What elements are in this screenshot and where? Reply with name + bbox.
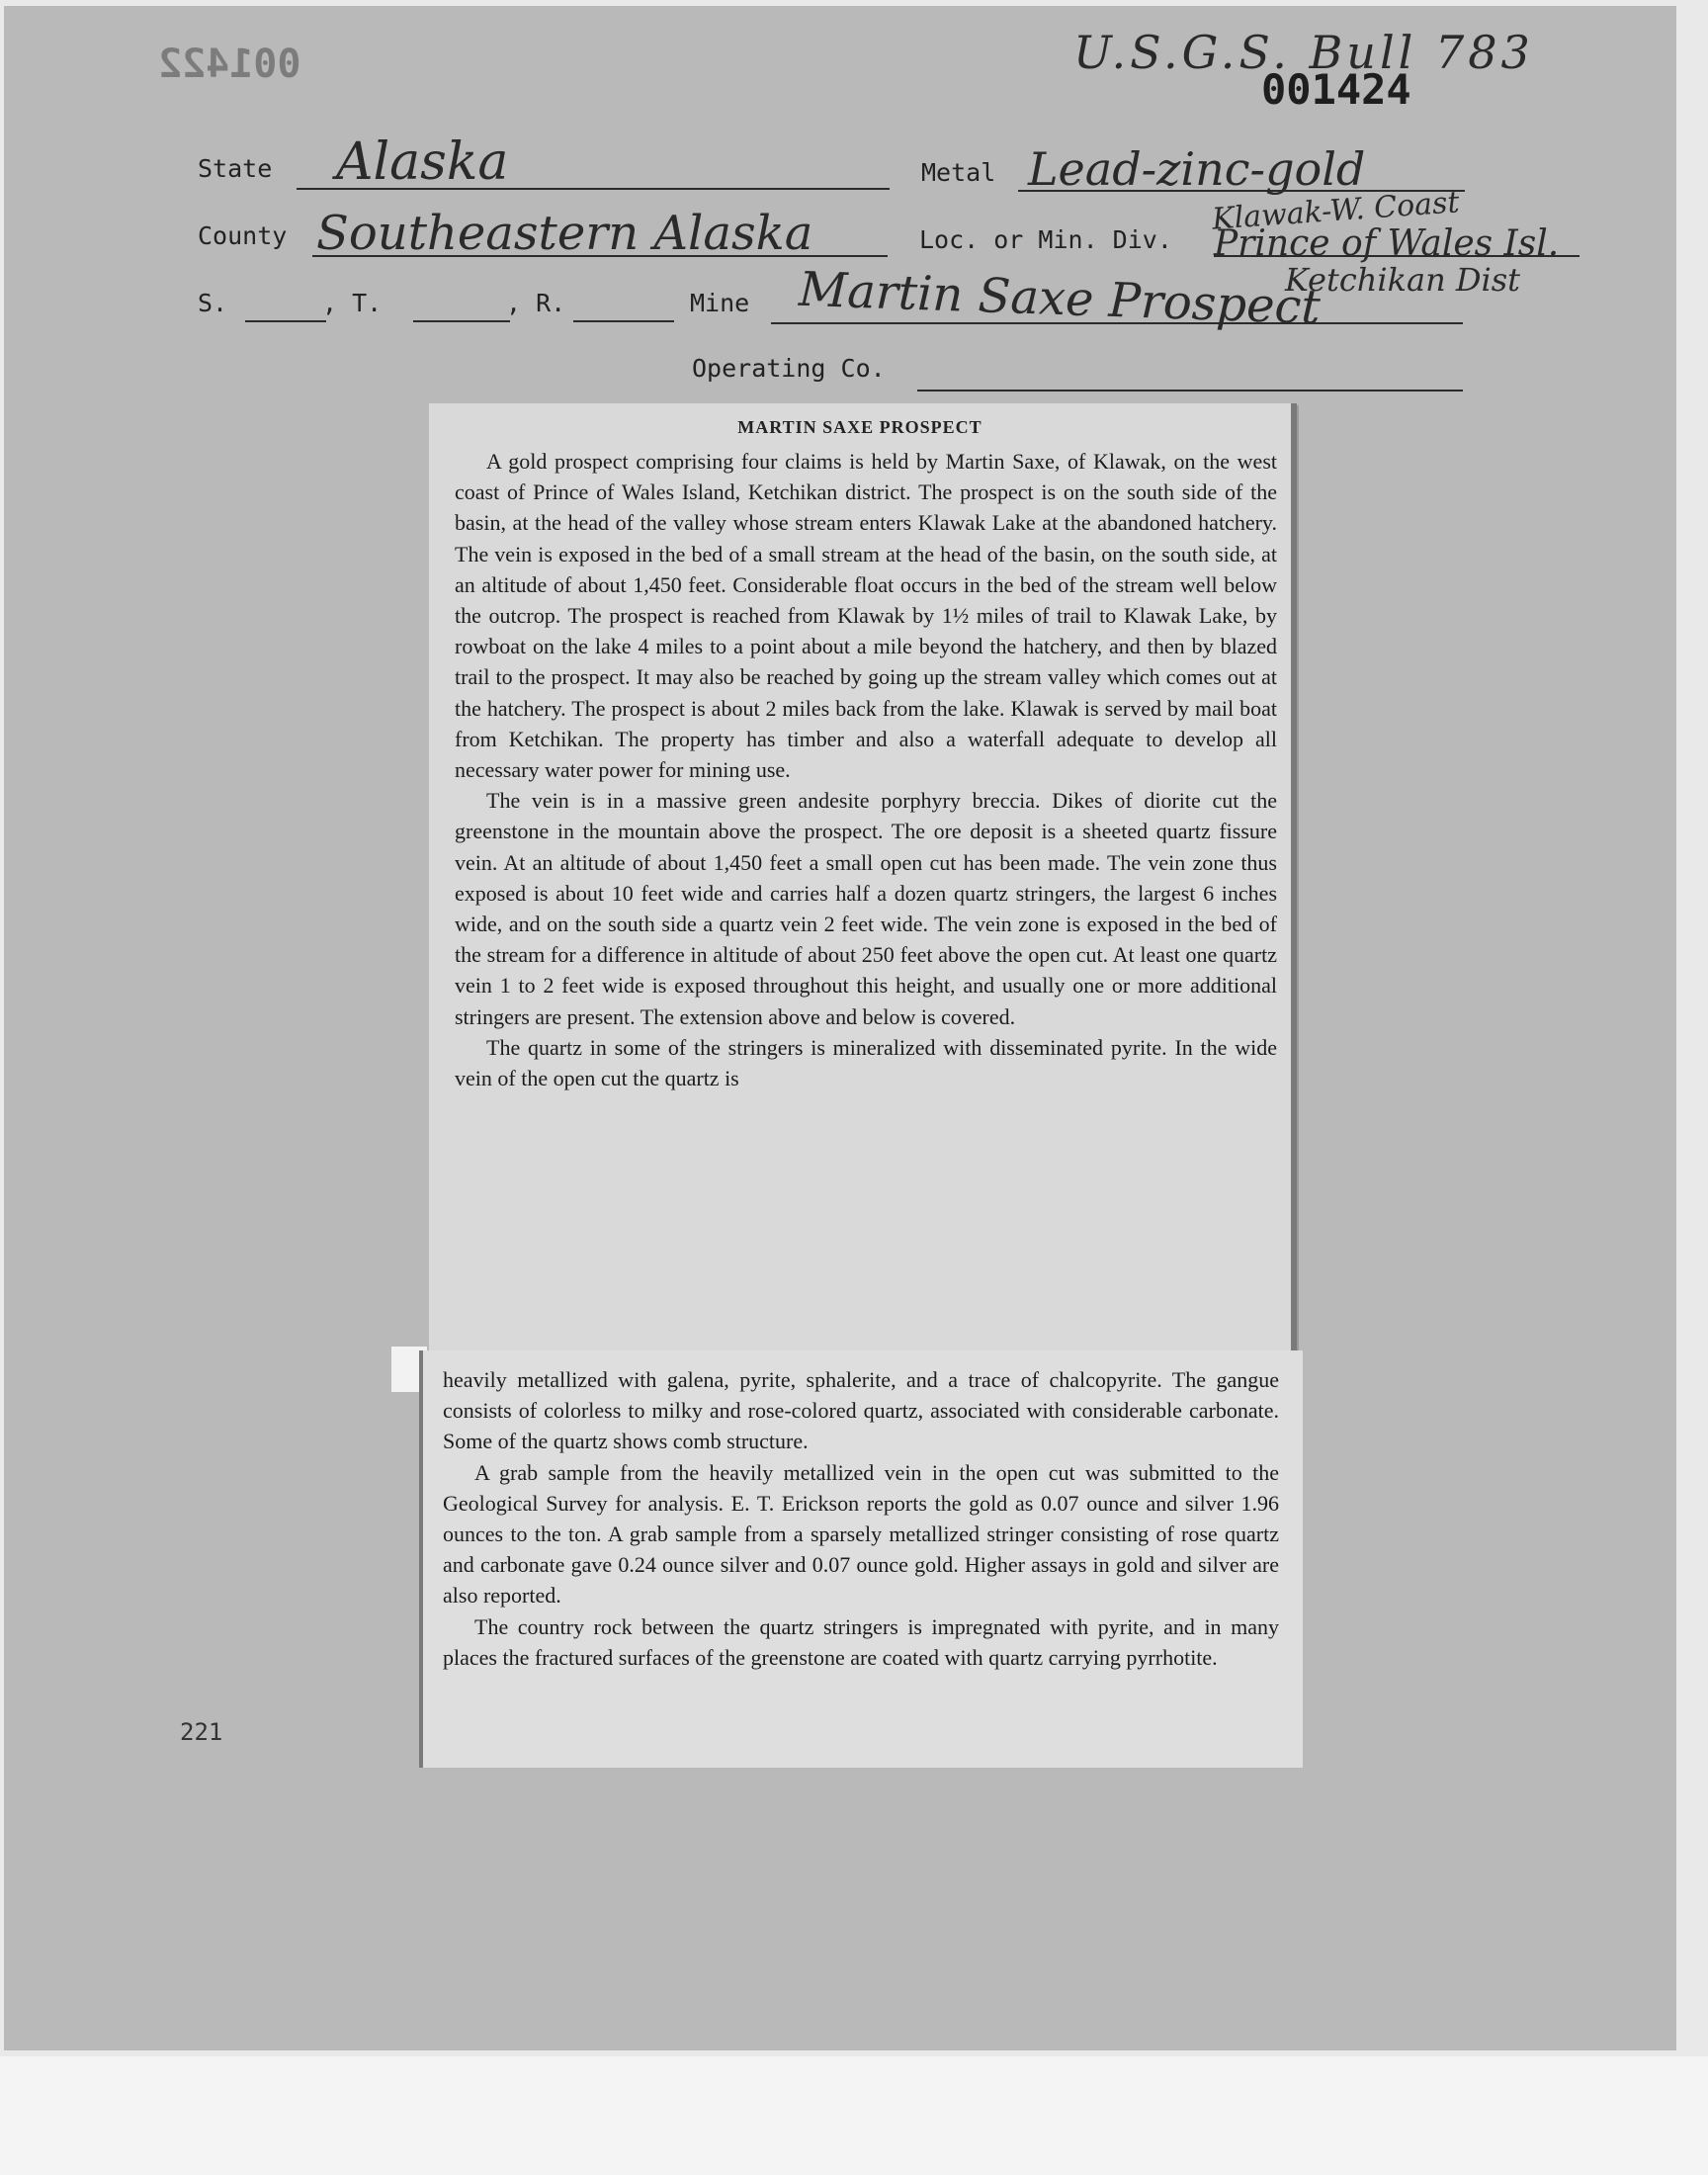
loc-value-line2: Prince of Wales Isl. xyxy=(1214,223,1560,264)
paragraph-assays: A grab sample from the heavily metallized vein in the open cut was submitted to the Geological Survey for analysis. E. T. Erickson reports the gold as 0.07 ounce and silver 1.96 ounces to the ton. A grab sample from a sparsely metallized stringer consisting of rose quartz and carbonate gave 0.24 ounce silver and 0.07 ounce gold. Higher assays in gold and silver are also reported. xyxy=(443,1459,1279,1609)
operating-co-label: Operating Co. xyxy=(692,354,886,383)
mine-value: Martin Saxe Prospect xyxy=(798,261,1322,336)
state-value: Alaska xyxy=(336,132,509,192)
stamp-number: 001424 xyxy=(1261,65,1411,114)
clipping-upper xyxy=(429,403,1297,1352)
paragraph-geology: The vein is in a massive green andesite porphyry breccia. Dikes of diorite cut the greenstone in the mountain above the prospect. The ore deposit is a sheeted quartz fissure vein. At an altitude of about 1,450 feet a small open cut has been made. The vein zone thus exposed is about 10 feet wide and carries half a dozen quartz stringers, the largest 6 inches wide, and on the south side a quartz vein 2 feet wide. The vein zone is exposed in the bed of the stream for a difference in altitude of about 250 feet above the open cut. At least one quartz vein 1 to 2 feet wide is exposed throughout this height, and usually one or more additional stringers are present. The extension above and below is covered. xyxy=(455,788,1277,1029)
ghost-stamp-number: 001422 xyxy=(158,42,301,87)
clipping-upper-body xyxy=(429,446,1291,1093)
paragraph-country-rock: The country rock between the quartz stringers is impregnated with pyrite, and in many places the fractured surfaces of the greenstone are coated with quartz carrying pyrrhotite. xyxy=(443,1613,1279,1670)
mine-label: Mine xyxy=(690,289,750,317)
operating-co-line xyxy=(917,390,1463,392)
clipping-lower-body xyxy=(423,1350,1303,1673)
range-line xyxy=(573,320,674,322)
county-label: County xyxy=(198,221,288,250)
paragraph-mineralization: The quartz in some of the stringers is mineralized with disseminated pyrite. In the wide vein of the open cut the quartz is xyxy=(455,1034,1277,1091)
loc-value-line1: Klawak-W. Coast xyxy=(1211,185,1461,237)
loc-value-line3: Ketchikan Dist xyxy=(1285,261,1521,299)
loc-label: Loc. or Min. Div. xyxy=(919,225,1172,254)
metal-value: Lead-zinc-gold xyxy=(1028,142,1366,196)
clipping-lower xyxy=(419,1350,1303,1768)
citation-handwriting: U.S.G.S. Bull 783 xyxy=(1073,26,1534,79)
township-label: , T. xyxy=(322,289,383,317)
township-line xyxy=(413,320,510,322)
county-value: Southeastern Alaska xyxy=(316,206,813,261)
section-line xyxy=(245,320,326,322)
paragraph-metallization: heavily metallized with galena, pyrite, sphalerite, and a trace of chalcopyrite. The gangue consists of colorless to milky and rose-colored quartz, associated with considerable carbonate. Some of the quartz shows comb structure. xyxy=(443,1367,1279,1454)
page-number: 221 xyxy=(180,1718,223,1746)
clipping-title: MARTIN SAXE PROSPECT xyxy=(737,417,982,437)
section-label: S. xyxy=(198,289,228,317)
scan-margin xyxy=(0,2056,1708,2175)
state-label: State xyxy=(198,154,273,183)
range-label: , R. xyxy=(506,289,566,317)
paragraph-location: A gold prospect comprising four claims is held by Martin Saxe, of Klawak, on the west coast of Prince of Wales Island, Ketchikan district. The prospect is on the south side of the basin, at the head of the valley whose stream enters Klawak Lake at the abandoned hatchery. The vein is exposed in the bed of a small stream at the head of the basin, on the south side, at an altitude of about 1,450 feet. Considerable float occurs in the bed of the stream well below the outcrop. The prospect is reached from Klawak by 1½ miles of trail to Klawak Lake, by rowboat on the lake 4 miles to a point about a mile beyond the hatchery, and then by blazed trail to the prospect. It may also be reached by going up the stream valley which comes out at the hatchery. The prospect is about 2 miles back from the lake. Klawak is served by mail boat from Ketchikan. The property has timber and also a waterfall adequate to develop all necessary water power for mining use. xyxy=(455,449,1277,783)
metal-label: Metal xyxy=(921,158,996,187)
